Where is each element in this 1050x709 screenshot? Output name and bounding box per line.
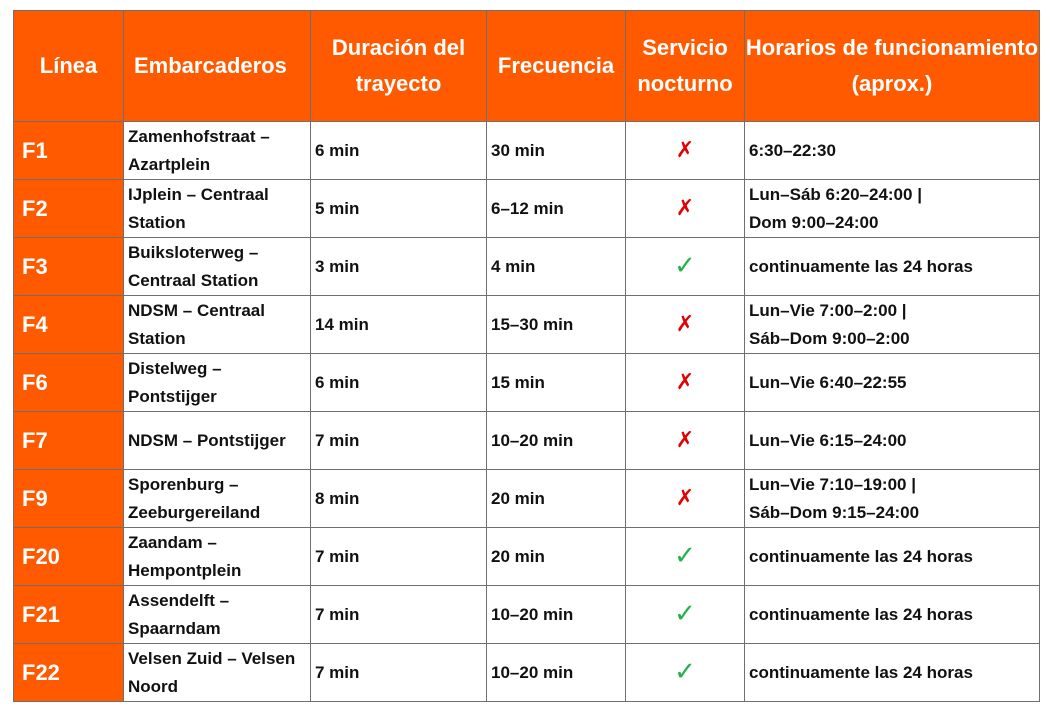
line-cell: F9 xyxy=(14,470,124,528)
night-cell xyxy=(626,470,745,528)
table-row xyxy=(14,470,1040,528)
line-cell: F21 xyxy=(14,586,124,644)
table-row xyxy=(14,180,1040,238)
table-row xyxy=(14,296,1040,354)
duration-cell: 5 min xyxy=(311,180,487,238)
duration-cell: 8 min xyxy=(311,470,487,528)
duration-cell: 7 min xyxy=(311,528,487,586)
table-row xyxy=(14,122,1040,180)
piers-cell: Zamenhofstraat – Azartplein xyxy=(124,122,311,180)
cross-icon: ✗ xyxy=(675,194,695,220)
duration-cell: 7 min xyxy=(311,586,487,644)
night-cell xyxy=(626,586,745,644)
line-cell: F22 xyxy=(14,644,124,702)
night-cell xyxy=(626,122,745,180)
hours-cell: continuamente las 24 horas xyxy=(745,528,1040,586)
table-row xyxy=(14,644,1040,702)
piers-cell: NDSM – Centraal Station xyxy=(124,296,311,354)
frequency-cell: 10–20 min xyxy=(487,644,626,702)
header-hours: Horarios de funcionamiento (aprox.) xyxy=(745,11,1040,122)
night-cell xyxy=(626,296,745,354)
duration-cell: 6 min xyxy=(311,122,487,180)
header-piers: Embarcaderos xyxy=(124,11,311,122)
hours-cell: continuamente las 24 horas xyxy=(745,238,1040,296)
line-cell: F2 xyxy=(14,180,124,238)
ferry-table-container xyxy=(13,10,1039,701)
night-cell xyxy=(626,180,745,238)
night-cell xyxy=(626,354,745,412)
line-cell: F4 xyxy=(14,296,124,354)
line-cell: F1 xyxy=(14,122,124,180)
hours-cell: 6:30–22:30 xyxy=(745,122,1040,180)
piers-cell: Assendelft – Spaarndam xyxy=(124,586,311,644)
hours-cell: continuamente las 24 horas xyxy=(745,586,1040,644)
check-icon: ✓ xyxy=(674,539,696,570)
hours-cell: Lun–Vie 7:10–19:00 | Sáb–Dom 9:15–24:00 xyxy=(745,470,1040,528)
line-cell: F3 xyxy=(14,238,124,296)
check-icon: ✓ xyxy=(674,249,696,280)
duration-cell: 3 min xyxy=(311,238,487,296)
hours-cell: continuamente las 24 horas xyxy=(745,644,1040,702)
line-cell: F6 xyxy=(14,354,124,412)
cross-icon: ✗ xyxy=(675,484,695,510)
line-cell: F20 xyxy=(14,528,124,586)
piers-cell: NDSM – Pontstijger xyxy=(124,412,311,470)
table-row xyxy=(14,412,1040,470)
header-line: Línea xyxy=(14,11,124,122)
cross-icon: ✗ xyxy=(675,136,695,162)
piers-cell: Velsen Zuid – Velsen Noord xyxy=(124,644,311,702)
frequency-cell: 6–12 min xyxy=(487,180,626,238)
line-cell: F7 xyxy=(14,412,124,470)
duration-cell: 6 min xyxy=(311,354,487,412)
duration-cell: 7 min xyxy=(311,412,487,470)
night-cell xyxy=(626,644,745,702)
frequency-cell: 30 min xyxy=(487,122,626,180)
frequency-cell: 15 min xyxy=(487,354,626,412)
hours-cell: Lun–Sáb 6:20–24:00 | Dom 9:00–24:00 xyxy=(745,180,1040,238)
hours-cell: Lun–Vie 6:15–24:00 xyxy=(745,412,1040,470)
frequency-cell: 10–20 min xyxy=(487,586,626,644)
frequency-cell: 20 min xyxy=(487,470,626,528)
night-cell xyxy=(626,238,745,296)
piers-cell: Buiksloterweg – Centraal Station xyxy=(124,238,311,296)
piers-cell: Zaandam – Hempontplein xyxy=(124,528,311,586)
header-frequency: Frecuencia xyxy=(487,11,626,122)
header-duration: Duración del trayecto xyxy=(311,11,487,122)
frequency-cell: 4 min xyxy=(487,238,626,296)
table-body xyxy=(14,122,1040,702)
frequency-cell: 10–20 min xyxy=(487,412,626,470)
ferry-lines-table xyxy=(13,10,1040,702)
check-icon: ✓ xyxy=(674,597,696,628)
duration-cell: 7 min xyxy=(311,644,487,702)
piers-cell: IJplein – Centraal Station xyxy=(124,180,311,238)
frequency-cell: 15–30 min xyxy=(487,296,626,354)
night-cell xyxy=(626,412,745,470)
table-row xyxy=(14,354,1040,412)
cross-icon: ✗ xyxy=(675,310,695,336)
hours-cell: Lun–Vie 6:40–22:55 xyxy=(745,354,1040,412)
cross-icon: ✗ xyxy=(675,426,695,452)
cross-icon: ✗ xyxy=(675,368,695,394)
duration-cell: 14 min xyxy=(311,296,487,354)
hours-cell: Lun–Vie 7:00–2:00 | Sáb–Dom 9:00–2:00 xyxy=(745,296,1040,354)
table-row xyxy=(14,238,1040,296)
table-row xyxy=(14,528,1040,586)
piers-cell: Distelweg – Pontstijger xyxy=(124,354,311,412)
check-icon: ✓ xyxy=(674,655,696,686)
table-row xyxy=(14,586,1040,644)
frequency-cell: 20 min xyxy=(487,528,626,586)
piers-cell: Sporenburg – Zeeburgereiland xyxy=(124,470,311,528)
header-night: Servicio nocturno xyxy=(626,11,745,122)
night-cell xyxy=(626,528,745,586)
table-header-row xyxy=(14,11,1040,122)
